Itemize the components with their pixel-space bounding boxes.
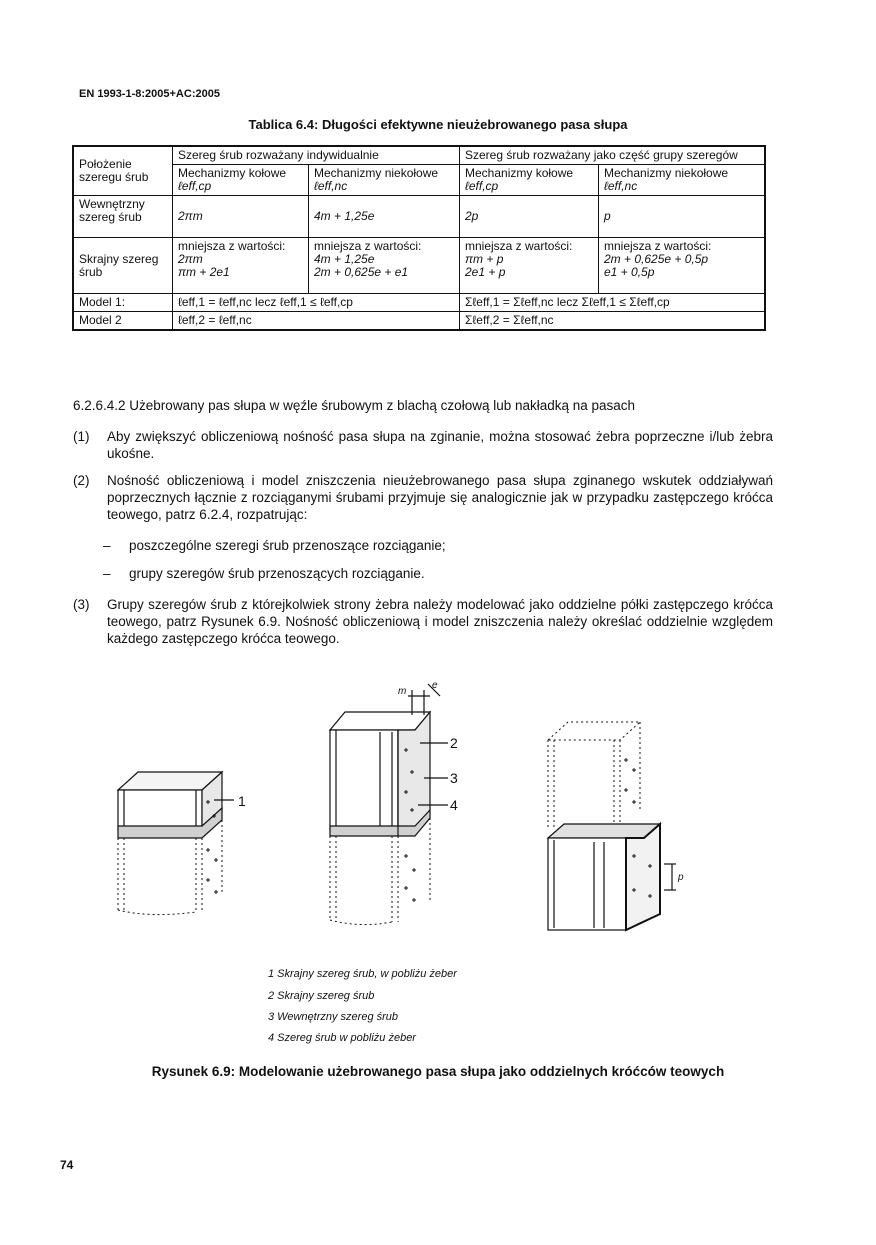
model2-right: Σℓeff,2 = Σℓeff,nc [460,312,766,331]
paragraph-2: (2) Nośność obliczeniową i model zniszczenia nieużebrowanego pasa słupa zginanego wskutek oddziaływań poprzecznych łącznie z rozciąganymi śrubami przyjmuje się analogicznie jak w przypadku zastępczego króćca teowego, patrz 6.2.4, rozpatrując: [73,473,773,522]
legend-1: 1 Skrajny szereg śrub, w pobliżu żeber [268,968,457,980]
header-position: Położenie szeregu śrub [73,146,173,196]
callout-2: 2 [450,735,458,751]
paragraph-3: (3) Grupy szeregów śrub z którejkolwiek strony żebra należy modelować jako oddzielne półki zastępczego króćca teowego, patrz Rysunek 6.9. Nośność obliczeniową i model zniszczenia należy określać oddzielnie względem każdego zastępczego króćca teowego. [73,597,773,646]
section-heading: 6.2.6.4.2 Użebrowany pas słupa w węźle śrubowym z blachą czołową lub nakładką na pasach [73,398,636,413]
legend-4: 4 Szereg śrub w pobliżu żeber [268,1032,416,1044]
cell-inner-c4: p [599,196,766,238]
cell-end-c3: mniejsza z wartości: πm + p 2e1 + p [460,238,599,294]
bullet-2: – grupy szeregów śrub przenoszących rozciąganie. [103,566,425,581]
figure-column-models [0,660,876,960]
callout-3: 3 [450,770,458,786]
cell-inner-c2: 4m + 1,25e [309,196,460,238]
table-caption: Tablica 6.4: Długości efektywne nieużebrowanego pasa słupa [248,117,628,132]
paragraph-1: (1) Aby zwiększyć obliczeniową nośność pasa słupa na zginanie, można stosować żebra poprzeczne i/lub żebra ukośne. [73,429,773,461]
legend-3: 3 Wewnętrzny szereg śrub [268,1011,399,1023]
header-noncircular-1: Mechanizmy niekołowe ℓeff,nc [309,165,460,196]
standard-header: EN 1993-1-8:2005+AC:2005 [79,88,220,100]
row-label-inner: Wewnętrzny szereg śrub [73,196,173,238]
bullet-1: – poszczególne szeregi śrub przenoszące rozciąganie; [103,538,446,553]
cell-end-c4: mniejsza z wartości: 2m + 0,625e + 0,5p e1 + 0,5p [599,238,766,294]
model1-right: Σℓeff,1 = Σℓeff,nc lecz Σℓeff,1 ≤ Σℓeff,cp [460,294,766,312]
figure-caption: Rysunek 6.9: Modelowanie użebrowanego pasa słupa jako oddzielnych króćców teowych [151,1064,725,1079]
cell-end-c2: mniejsza z wartości: 4m + 1,25e 2m + 0,625e + e1 [309,238,460,294]
effective-length-table [72,145,766,331]
model1-left: ℓeff,1 = ℓeff,nc lecz ℓeff,1 ≤ ℓeff,cp [173,294,460,312]
cell-inner-c1: 2πm [173,196,309,238]
middle-column-model [330,684,448,925]
right-column-model [548,722,676,930]
callout-4: 4 [450,797,458,813]
cell-inner-c3: 2p [460,196,599,238]
model1-label: Model 1: [73,294,173,312]
cell-end-c1: mniejsza z wartości: 2πm πm + 2e1 [173,238,309,294]
header-noncircular-2: Mechanizmy niekołowe ℓeff,nc [599,165,766,196]
header-individual: Szereg śrub rozważany indywidualnie [173,146,460,165]
header-group: Szereg śrub rozważany jako część grupy szeregów [460,146,766,165]
dim-e: e [432,680,438,691]
legend-2: 2 Skrajny szereg śrub [268,990,375,1002]
model2-left: ℓeff,2 = ℓeff,nc [173,312,460,331]
left-column-model [118,772,234,915]
dim-m: m [398,686,407,697]
model2-label: Model 2 [73,312,173,331]
header-circular-2: Mechanizmy kołowe ℓeff,cp [460,165,599,196]
callout-1: 1 [238,793,246,809]
header-circular-1: Mechanizmy kołowe ℓeff,cp [173,165,309,196]
dim-p: p [678,872,684,883]
page-number: 74 [60,1158,74,1172]
row-label-end: Skrajny szereg śrub [73,238,173,294]
